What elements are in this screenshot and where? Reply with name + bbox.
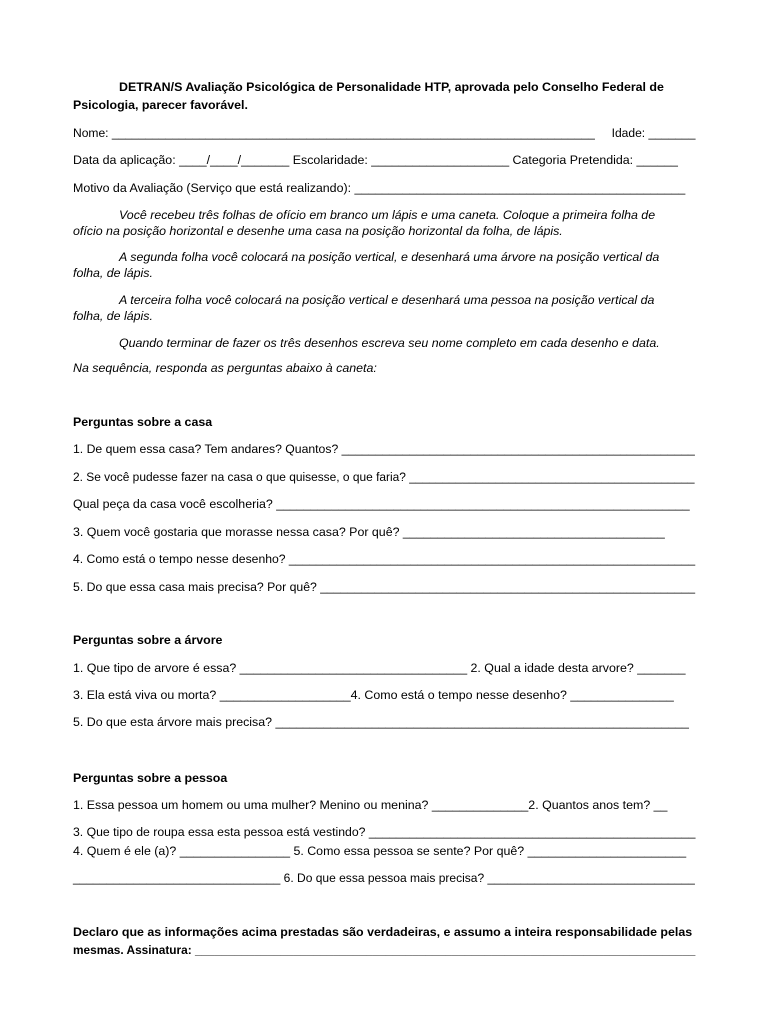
arvore-question-5[interactable]: 5. Do que esta árvore mais precisa? ____________________________________________________________ [73,715,689,729]
casa-heading: Perguntas sobre a casa [73,415,213,429]
declaration-line-1: Declaro que as informações acima prestadas são verdadeiras, e assumo a inteira responsabilidade pelas [73,925,693,939]
title-line-1: DETRAN/S Avaliação Psicológica de Personalidade HTP, aprovada pelo Conselho Federal de [119,80,664,94]
casa-question-4[interactable]: 4. Como está o tempo nesse desenho? ____________________________________________________________ [73,552,696,566]
casa-question-1[interactable]: 1. De quem essa casa? Tem andares? Quantos? ____________________________________________________ [73,442,695,456]
motivo-field[interactable]: Motivo da Avaliação (Serviço que está realizando): ________________________________________________ [73,181,686,195]
instruction-3-line-2: folha, de lápis. [73,309,153,323]
instruction-2-line-2: folha, de lápis. [73,266,153,280]
pessoa-question-3[interactable]: 3. Que tipo de roupa essa esta pessoa está vestindo? ________________________________________________ [73,825,696,839]
arvore-question-1[interactable]: 1. Que tipo de arvore é essa? _________________________________ 2. Qual a idade desta arvore? _______ [73,661,686,675]
arvore-question-3[interactable]: 3. Ela está viva ou morta? ___________________4. Como está o tempo nesse desenho? _______________ [73,688,674,702]
casa-question-3[interactable]: 3. Quem você gostaria que morasse nessa casa? Por quê? ______________________________________ [73,525,665,539]
arvore-heading: Perguntas sobre a árvore [73,633,223,647]
pessoa-question-1[interactable]: 1. Essa pessoa um homem ou uma mulher? Menino ou menina? ______________2. Quantos anos tem? __ [73,798,668,812]
pessoa-question-4[interactable]: 4. Quem é ele (a)? ________________ 5. Como essa pessoa se sente? Por quê? _______________________ [73,844,687,858]
signature-field[interactable]: mesmas. Assinatura: ____________________________________________________________________________ [73,943,696,957]
casa-question-2b[interactable]: Qual peça da casa você escolheria? ____________________________________________________________ [73,497,690,511]
data-escolaridade-field[interactable]: Data da aplicação: ____/____/_______ Escolaridade: ____________________ Categoria Pretendida: ______ [73,153,678,167]
casa-question-2[interactable]: 2. Se você pudesse fazer na casa o que quisesse, o que faria? ___________________________________________ [73,470,695,484]
casa-question-5[interactable]: 5. Do que essa casa mais precisa? Por quê? _______________________________________________________ [73,580,696,594]
instruction-4: Quando terminar de fazer os três desenhos escreva seu nome completo em cada desenho e data. [119,336,660,350]
instruction-2-line-1: A segunda folha você colocará na posição vertical, e desenhará uma árvore na posição vertical da [119,250,660,264]
pessoa-question-6[interactable]: _______________________________ 6. Do que essa pessoa mais precisa? _______________________________ [73,871,695,885]
instruction-3-line-1: A terceira folha você colocará na posição vertical e desenhará uma pessoa na posição vertical da [119,293,655,307]
instruction-5: Na sequência, responda as perguntas abaixo à caneta: [73,361,377,375]
title-line-2: Psicologia, parecer favorável. [73,98,248,112]
instruction-1-line-2: ofício na posição horizontal e desenhe uma casa na posição horizontal da folha, de lápis. [73,224,563,238]
pessoa-heading: Perguntas sobre a pessoa [73,771,228,785]
instruction-1-line-1: Você recebeu três folhas de ofício em branco um lápis e uma caneta. Coloque a primeira folha de [119,208,656,222]
nome-idade-field[interactable]: Nome: ________________________________________________________________________ Idade: _______ [73,126,696,140]
